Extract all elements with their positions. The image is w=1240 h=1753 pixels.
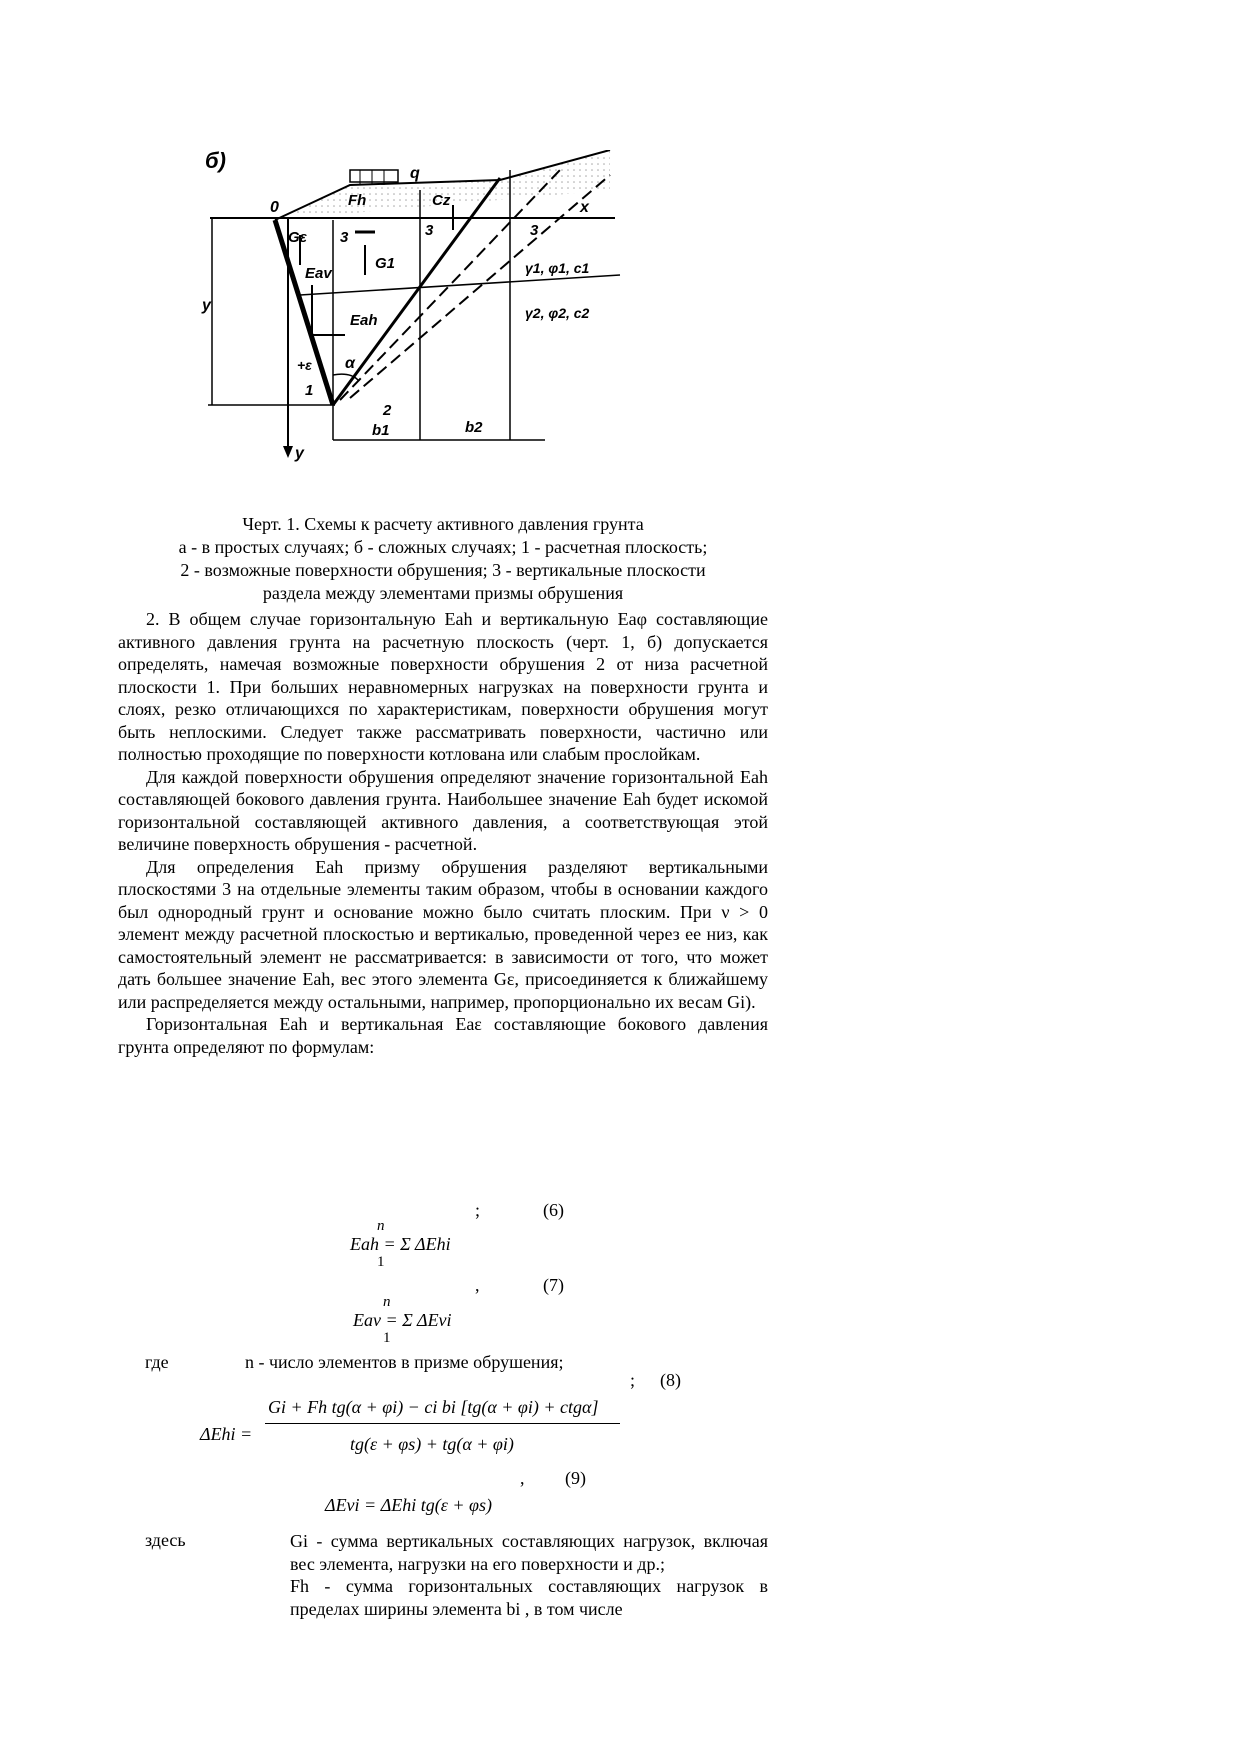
paragraph-2: Для каждой поверхности обрушения определяют значение горизонтальной Eah составляющей бокового давления грунта. Наибольшее значение Eah будет искомой горизонтальной составляющей активного давления, а соответствующая этой величине поверхность обрушения - расчетной. [118,766,768,854]
figure-scheme [200,150,720,510]
panel-label: б) [205,150,226,173]
eq7-formula: Eaν = Σ ΔEνi [353,1310,452,1330]
caption-line-4: раздела между элементами призмы обрушения [262,583,624,603]
vertical-3c-label: 3 [530,222,539,239]
eq8-denominator: tg(ε + φs) + tg(α + φi) [350,1434,514,1454]
eq8-fraction-bar [265,1423,620,1424]
design-plane-line [275,220,333,405]
eq8-punct: ; [630,1370,636,1390]
paragraph-1: 2. В общем случае горизонтальную Eah и вертикальную Eaφ составляющие активного давления грунта на расчетную плоскость (черт. 1, б) допускается определять, намечая возможные поверхности обрушения 2 от низа расчетной плоскости 1. При больших неравномерных нагрузках на поверхности грунта и слоях, резко отличающихся по характеристикам, поверхности обрушения могут быть неплоскими. Следует также рассматривать поверхности, частично или полностью проходящие по поверхности котлована или слабым прослойкам. [118,609,768,764]
plus-eps-label: +ε [297,357,312,373]
vertical-3b-label: 3 [425,222,434,239]
eq7-number: (7) [543,1275,564,1295]
eq9-punct: , [520,1468,525,1488]
figure-caption [118,513,768,605]
eq6-punct: ; [475,1200,481,1220]
eq8-number: (8) [660,1370,681,1390]
b2-label: b2 [465,419,483,436]
eah-label: Eah [350,312,378,329]
eq6-formula: Eah = Σ ΔEhi [350,1234,451,1254]
vertical-3a-label: 3 [340,229,349,246]
surface-2-label: 2 [383,402,392,419]
eq7-upper: n [383,1294,391,1310]
eq7-punct: , [475,1275,480,1295]
caption-line-2: а - в простых случаях; б - сложных случаях; 1 - расчетная плоскость; [178,537,708,557]
paragraph-4: Горизонтальная Eah и вертикальная Eaε составляющие бокового давления грунта определяют по формулам: [118,1014,768,1057]
y-arrow-icon [283,446,293,458]
eq6-number: (6) [543,1200,564,1220]
eq6-upper: n [377,1218,385,1234]
paragraph-3: Для определения Eah призму обрушения разделяют вертикальными плоскостями 3 на отдельные элементы таким образом, чтобы в основании каждого был однородный грунт и основание можно было считать плоским. При ν > 0 элемент между расчетной плоскостью и вертикалью, проведенной через ее низ, как самостоятельный элемент не рассматривается: в зависимости от того, что может дать большее значение Eah, вес этого элемента Gε, присоединяется к ближайшему или распределяется между остальными, например, пропорционально их весам Gi). [118,856,768,1012]
soil-fill [275,150,610,220]
alpha-label: α [345,355,355,372]
load-q-box [350,170,398,182]
b1-label: b1 [372,422,390,439]
caption-title: Черт. 1. Схемы к расчету активного давления грунта [242,514,644,534]
definition-list [290,1530,768,1620]
y-axis-label: y [295,445,304,462]
y-dim-label: y [202,297,211,314]
soil-pressure-diagram [200,150,720,510]
here-label: здесь [145,1530,186,1550]
g1-label: G1 [375,255,396,272]
definition-fh: Fh - сумма горизонтальных составляющих нагрузок в пределах ширины элемента bi , в том числе [290,1576,768,1619]
x-axis-label: x [580,199,589,216]
eq9-formula: ΔEνi = ΔEhi tg(ε + φs) [325,1495,492,1515]
definition-gi: Gi - сумма вертикальных составляющих нагрузок, включая вес элемента, нагрузки на его поверхности и др.; [290,1531,768,1574]
body-text [118,608,768,1058]
eq8-lhs: ΔEhi = [200,1424,253,1444]
eq8-numerator: Gi + Fh tg(α + φi) − ci bi [tg(α + φi) + ctgα] [268,1397,599,1417]
origin-label: 0 [270,199,279,216]
eq6-lower: 1 [377,1254,385,1270]
g-eps-label: Gε [288,229,307,246]
eq7-lower: 1 [383,1330,391,1346]
layer-boundary [300,275,620,295]
eq9-number: (9) [565,1468,586,1488]
caption-line-3: 2 - возможные поверхности обрушения; 3 - вертикальные плоскости [180,560,706,580]
plane-1-label: 1 [305,382,314,399]
fh-label: Fh [348,192,367,209]
eav-label: Eav [305,265,332,282]
layer-2-label: γ2, φ2, c2 [525,305,590,321]
layer-1-label: γ1, φ1, c1 [525,260,590,276]
where-n: n - число элементов в призме обрушения; [245,1352,564,1372]
where-label: где [145,1352,169,1372]
cz-label: Cz [432,192,451,209]
q-label: q [410,165,420,182]
